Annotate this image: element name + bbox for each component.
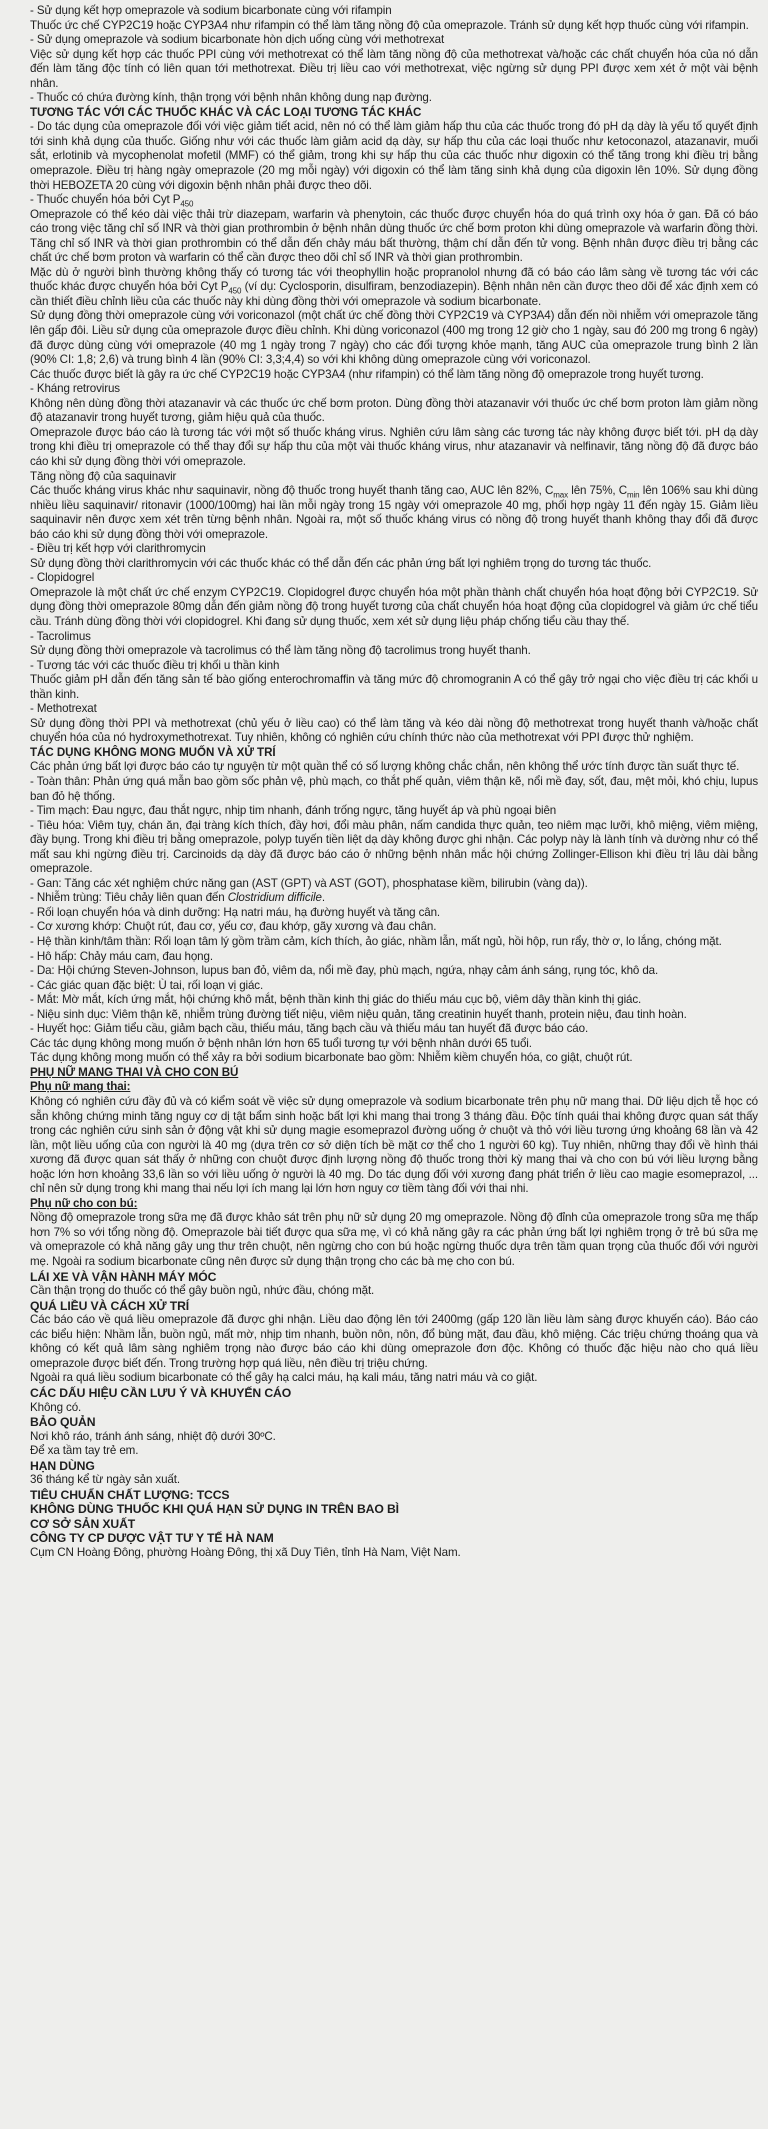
- paragraph: [30, 1430, 758, 1445]
- section-heading: [30, 1270, 758, 1285]
- paragraph: [30, 1546, 758, 1561]
- section-heading: [30, 1488, 758, 1503]
- paragraph: [30, 484, 758, 542]
- paragraph: [30, 368, 758, 383]
- paragraph: [30, 993, 758, 1008]
- text-run: Tăng nồng độ của saquinavir: [30, 469, 177, 483]
- paragraph: [30, 470, 758, 485]
- text-run: Phụ nữ cho con bú:: [30, 1196, 138, 1210]
- text-run: TIÊU CHUẨN CHẤT LƯỢNG: TCCS: [30, 1487, 230, 1502]
- text-run: Cần thận trọng do thuốc có thể gây buồn ngủ, nhức đầu, chóng mặt.: [30, 1284, 375, 1298]
- paragraph: [30, 644, 758, 659]
- paragraph: [30, 120, 758, 193]
- paragraph: [30, 1444, 758, 1459]
- text-run: Để xa tầm tay trẻ em.: [30, 1444, 139, 1458]
- text-run: min: [626, 490, 640, 500]
- text-run: Thuốc giảm pH dẫn đến tăng sản tế bào giống enterochromaffin và tăng mức độ chromogranin A có thể gây trở ngại cho việc điều trị các khối u thần kinh.: [30, 673, 758, 701]
- text-run: TƯƠNG TÁC VỚI CÁC THUỐC KHÁC VÀ CÁC LOẠI TƯƠNG TÁC KHÁC: [30, 105, 422, 119]
- paragraph: [30, 586, 758, 630]
- text-run: - Clopidogrel: [30, 571, 95, 585]
- section-heading: [30, 1080, 758, 1095]
- paragraph: [30, 760, 758, 775]
- paragraph: [30, 950, 758, 965]
- section-heading: [30, 1531, 758, 1546]
- text-run: Omeprazole được báo cáo là tương tác với một số thuốc kháng virus. Nghiên cứu lâm sàng các tương tác này không được biết tới. pH dạ dày trong khi điều trị omeprazole có thể thay đổi sự hấp thu của một vài thuốc kháng virus, như atazanavir và nelfinavir, tăng nồng độ đã được báo cáo khi sử dụng đồng thời với omeprazole.: [30, 425, 758, 468]
- paragraph: [30, 91, 758, 106]
- paragraph: [30, 19, 758, 34]
- text-run: - Toàn thân: Phản ứng quá mẫn bao gồm sốc phản vệ, phù mạch, co thắt phế quản, viêm thận kẽ, nổi mề đay, sốt, đau, mệt mỏi, khó chịu, lupus ban đỏ hệ thống.: [30, 774, 758, 803]
- section-heading: [30, 746, 758, 761]
- text-run: Nồng độ omeprazole trong sữa mẹ đã được khảo sát trên phụ nữ sử dụng 20 mg omeprazole. Nồng độ đỉnh của omeprazole trong sữa mẹ thấp hơn 7% so với tổng nồng độ. Omeprazole bài tiết được qua sữa mẹ, vì có khả năng gây ra các phản ứng bất lợi nghiêm trọng ở trẻ bú sữa mẹ và omeprazole có khả năng gây ung thư trên chuột, nên ngừng cho con bú hoặc ngừng thuốc dựa trên tầm quan trọng của thuốc đối với người mẹ. Ngoài ra sodium bicarbonate cũng nên được sử dụng thận trọng cho các bà mẹ cho con bú.: [30, 1211, 758, 1269]
- text-run: (ví dụ: Cyclosporin, disulfiram, benzodiazepin). Bệnh nhân nên cần được theo dõi để xác định xem có cần thiết điều chỉnh liều của các thuốc này khi dùng đồng thời với omeprazole và sodium bicarbonate.: [30, 280, 758, 308]
- paragraph: [30, 1371, 758, 1386]
- text-run: max: [553, 490, 569, 500]
- text-run: Phụ nữ mang thai:: [30, 1080, 131, 1094]
- text-run: Các phản ứng bất lợi được báo cáo tự nguyện từ một quần thể có số lượng không chắc chắn, nên không thể ước tính được tần suất thực tế.: [30, 760, 740, 774]
- text-run: - Niệu sinh dục: Viêm thận kẽ, nhiễm trùng đường tiết niệu, viêm niệu quản, tăng creatinin huyết thanh, protein niệu, đau tinh hoàn.: [30, 1007, 687, 1021]
- paragraph: [30, 208, 758, 266]
- text-run: lên 75%, C: [568, 484, 627, 498]
- paragraph: [30, 804, 758, 819]
- paragraph: [30, 775, 758, 804]
- text-run: PHỤ NỮ MANG THAI VÀ CHO CON BÚ: [30, 1065, 239, 1079]
- text-run: Các tác dụng không mong muốn ở bệnh nhân lớn hơn 65 tuổi tương tự với bệnh nhân dưới 65 tuổi.: [30, 1036, 532, 1050]
- paragraph: [30, 33, 758, 48]
- paragraph: [30, 979, 758, 994]
- paragraph: [30, 1401, 758, 1416]
- text-run: Không có.: [30, 1400, 82, 1414]
- text-run: 36 tháng kể từ ngày sản xuất.: [30, 1473, 180, 1487]
- paragraph: [30, 309, 758, 367]
- paragraph: [30, 1211, 758, 1269]
- text-run: CÁC DẤU HIỆU CẦN LƯU Ý VÀ KHUYẾN CÁO: [30, 1385, 292, 1400]
- text-run: - Tacrolimus: [30, 629, 91, 643]
- text-run: Không nên dùng đồng thời atazanavir và các thuốc ức chế bơm proton. Dùng đồng thời atazanavir với thuốc ức chế bơm proton làm giảm nồng độ atazanavir trong huyết tương, giảm hiệu quả của thuốc.: [30, 396, 758, 425]
- text-run: Các thuốc kháng virus khác như saquinavir, nồng độ thuốc trong huyết thanh tăng cao, AUC lên 82%, C: [30, 484, 554, 498]
- paragraph: [30, 1473, 758, 1488]
- text-run: - Kháng retrovirus: [30, 382, 120, 396]
- text-run: Mặc dù ở người bình thường không thấy có tương tác với theophyllin hoặc propranolol nhưng đã có báo cáo lâm sàng về tương tác với các thuốc khác được chuyển hóa bởi Cyt P: [30, 265, 758, 294]
- section-heading: [30, 1299, 758, 1314]
- text-run: - Thuốc chuyển hóa bởi Cyt P: [30, 193, 181, 207]
- text-run: Cụm CN Hoàng Đông, phường Hoàng Đông, thị xã Duy Tiên, tỉnh Hà Nam, Việt Nam.: [30, 1545, 461, 1559]
- paragraph: [30, 557, 758, 572]
- paragraph: [30, 1051, 758, 1066]
- text-run: - Sử dụng omeprazole và sodium bicarbonate hòn dịch uống cùng với methotrexat: [30, 33, 445, 47]
- paragraph: [30, 630, 758, 645]
- paragraph: [30, 1022, 758, 1037]
- paragraph: [30, 48, 758, 92]
- text-run: QUÁ LIỀU VÀ CÁCH XỬ TRÍ: [30, 1298, 190, 1313]
- text-run: Ngoài ra quá liều sodium bicarbonate có thể gây hạ calci máu, hạ kali máu, tăng natri máu và co giật.: [30, 1371, 538, 1385]
- paragraph: [30, 382, 758, 397]
- text-run: 450: [180, 199, 194, 209]
- paragraph: [30, 702, 758, 717]
- leaflet-text: [30, 4, 758, 1561]
- text-run: Sử dụng đồng thời omeprazole và tacrolimus có thể làm tăng nồng độ tacrolimus trong huyết thanh.: [30, 644, 531, 658]
- paragraph: [30, 673, 758, 702]
- text-run: Nơi khô ráo, tránh ánh sáng, nhiệt độ dưới 30ºC.: [30, 1429, 276, 1443]
- text-run: Sử dụng đồng thời clarithromycin với các thuốc khác có thể dẫn đến các phản ứng bất lợi nghiêm trọng do tương tác thuốc.: [30, 556, 652, 570]
- text-run: Omeprazole có thể kéo dài việc thải trừ diazepam, warfarin và phenytoin, các thuốc được chuyển hóa do quá trình oxy hóa ở gan. Đã có báo cáo trong việc tăng chỉ số INR và thời gian prothrombin ở bệnh nhân dùng thuốc ức chế bơm proton khi dùng omeprazole và warfarin đồng thời. Tăng chỉ số INR và thời gian prothrombin có thể dẫn đến chảy máu bất thường, thậm chí dẫn đến tử vong. Bệnh nhân được điều trị bằng các chất ức chế bơm proton và warfarin có thể cần được theo dõi chỉ số INR và thời gian prothrombin.: [30, 207, 758, 265]
- text-run: - Nhiễm trùng: Tiêu chảy liên quan đến: [30, 891, 228, 905]
- text-run: BẢO QUẢN: [30, 1415, 96, 1430]
- paragraph: [30, 717, 758, 746]
- paragraph: [30, 920, 758, 935]
- text-run: - Tiêu hóa: Viêm tụy, chán ăn, đại tràng kích thích, đầy hơi, đổi màu phân, nấm candida thực quản, teo niêm mạc lưỡi, khô miệng, viêm miệng, đầy bụng. Trong khi điều trị bằng omeprazole, polyp tuyến tiền liệt dạ dày không được ghi nhận. Các polyp này là lành tính và dường như có thể mất sau khi ngừng điều trị. Carcinoids dạ dày đã được báo cáo ở những bệnh nhân mắc hội chứng Zollinger-Ellison khi điều trị lâu dài bằng omeprazole.: [30, 818, 758, 876]
- text-run: 450: [228, 286, 242, 296]
- text-run: - Tim mạch: Đau ngực, đau thắt ngực, nhịp tim nhanh, đánh trống ngực, tăng huyết áp và phù ngoại biên: [30, 804, 557, 818]
- paragraph: [30, 819, 758, 877]
- text-run: CƠ SỞ SẢN XUẤT: [30, 1516, 136, 1531]
- text-run: KHÔNG DÙNG THUỐC KHI QUÁ HẠN SỬ DỤNG IN TRÊN BAO BÌ: [30, 1502, 399, 1517]
- section-heading: [30, 1459, 758, 1474]
- section-heading: [30, 1386, 758, 1401]
- paragraph: [30, 193, 758, 208]
- paragraph: [30, 1008, 758, 1023]
- text-run: - Hệ thần kinh/tâm thần: Rối loạn tâm lý gồm trầm cảm, kích thích, ảo giác, nhầm lẫn, mất ngủ, hồi hộp, run rẩy, thờ ơ, lo lắng, chóng mặt.: [30, 935, 722, 948]
- paragraph: [30, 1313, 758, 1371]
- text-run: - Da: Hội chứng Steven-Johnson, lupus ban đỏ, viêm da, nổi mề đay, phù mạch, ngứa, nhạy cảm ánh sáng, rụng tóc, khô da.: [30, 964, 659, 978]
- text-run: - Các giác quan đặc biệt: Ù tai, rối loạn vị giác.: [30, 978, 264, 992]
- text-run: LÁI XE VÀ VẬN HÀNH MÁY MÓC: [30, 1269, 217, 1284]
- section-heading: [30, 1517, 758, 1532]
- text-run: - Methotrexat: [30, 702, 97, 716]
- text-run: .: [321, 891, 325, 905]
- paragraph: [30, 906, 758, 921]
- paragraph: [30, 426, 758, 470]
- text-run: Sử dụng đồng thời PPI và methotrexat (chủ yếu ở liều cao) có thể làm tăng và kéo dài nồng độ methotrexat trong huyết thanh và/hoặc chất chuyển hóa của nó hydroxymethotrexat. Tuy nhiên, không có nghiên cứu chính thức nào của methotrexat với PPI được thử nghiệm.: [30, 716, 758, 745]
- text-run: - Sử dụng kết hợp omeprazole và sodium bicarbonate cùng với rifampin: [30, 4, 392, 17]
- paragraph: [30, 877, 758, 892]
- paragraph: [30, 266, 758, 310]
- text-run: Sử dụng đồng thời omeprazole cùng với voriconazol (một chất ức chế đồng thời CYP2C19 và CYP3A4) dẫn đến nồi nhiễm với omeprazole tăng lên gấp đôi. Liều sử dụng của omeprazole được điều chỉnh. Khi dùng voriconazol (400 mg trong 12 giờ cho 1 ngày, sau đó 200 mg trong 6 ngày) đã được dùng cùng với omeprazole (40 mg 1 ngày trong 7 ngày) cho các đối tượng khỏe mạnh, tăng AUC của omeprazole trung bình 2 lần (90% CI: 1,8; 2,6) và trung bình 4 lần (90% CI: 3,3;4,4) so với khi không dùng omeprazole cùng với voriconazol.: [30, 309, 758, 367]
- section-heading: [30, 106, 758, 121]
- text-run: Thuốc ức chế CYP2C19 hoặc CYP3A4 như rifampin có thể làm tăng nồng độ của omeprazole. Tránh sử dụng kết hợp thuốc cùng với rifampin.: [30, 18, 749, 32]
- text-run: Tác dụng không mong muốn có thể xảy ra bởi sodium bicarbonate bao gồm: Nhiễm kiềm chuyển hóa, co giật, chuột rút.: [30, 1051, 633, 1065]
- text-run: - Huyết học: Giảm tiểu cầu, giảm bạch cầu, thiếu máu, tăng bạch cầu và thiếu máu tan huyết đã được báo cáo.: [30, 1022, 589, 1036]
- paragraph: [30, 397, 758, 426]
- text-run: Không có nghiên cứu đầy đủ và có kiểm soát về việc sử dụng omeprazole và sodium bicarbonate trên phụ nữ mang thai. Dữ liệu dịch tễ học có sẵn không chứng minh tăng nguy cơ dị tật bẩm sinh hoặc bất lợi khi mang thai trong 3 tháng đầu. Độc tính quái thai không được quan sát thấy trong các nghiên cứu sinh sản ở động vật khi sử dụng magie esomeprazol đường uống ở chuột và thỏ với liều tương ứng khoảng 68 lần và 42 lần, một liều uống của con người là 40 mg (dựa trên cơ sở diện tích bề mặt cơ thể cho 1 người 60 kg). Tuy nhiên, những thay đổi về hình thái xương đã được quan sát thấy ở những con chuột được định lượng nồng độ thuốc trong thời kỳ mang thai và cho con bú với liều lượng bằng hoặc lớn hơn khoảng 33,6 lần so với liều uống ở người là 40 mg. Do tác dụng đối với xương đang phát triển ở liều cao magie esomeprazol, ... chỉ nên sử dụng trong khi mang thai nếu lợi ích mang lại lớn hơn nguy cơ tiềm tàng đối với thai nhi.: [30, 1095, 758, 1196]
- paragraph: [30, 4, 758, 19]
- section-heading: [30, 1066, 758, 1081]
- section-heading: [30, 1502, 758, 1517]
- paragraph: [30, 1095, 758, 1197]
- paragraph: [30, 935, 758, 950]
- text-run: - Mắt: Mờ mắt, kích ứng mắt, hội chứng khô mắt, bệnh thần kinh thị giác do thiếu máu cục bộ, viêm dây thần kinh thị giác.: [30, 993, 642, 1007]
- text-run: - Tương tác với các thuốc điều trị khối u thần kinh: [30, 658, 280, 672]
- text-run: Omeprazole là một chất ức chế enzym CYP2C19. Clopidogrel được chuyển hóa một phần thành chất chuyển hóa hoạt động bởi CYP2C19. Sử dụng đồng thời omeprazole 80mg dẫn đến giảm nồng độ trong huyết tương của chất chuyển hóa hoạt động của clopidogrel và giảm ức chế tiểu cầu. Tránh dùng đồng thời với clopidogrel. Khi đang sử dụng thuốc, xem xét sử dụng liệu pháp chống tiểu cầu thay thế.: [30, 585, 758, 628]
- section-heading: [30, 1197, 758, 1212]
- text-run: Việc sử dụng kết hợp các thuốc PPI cùng với methotrexat có thể làm tăng nồng độ của methotrexat và/hoặc các chất chuyển hóa của nó dẫn đến làm tăng độc tính có liên quan tới methotrexat. Điều trị liều cao với methotrexat, việc ngừng sử dụng PPI được xem xét ở một vài bệnh nhân.: [30, 47, 758, 90]
- text-run: - Gan: Tăng các xét nghiệm chức năng gan (AST (GPT) và AST (GOT), phosphatase kiềm, bilirubin (vàng da)).: [30, 876, 588, 890]
- text-run: - Cơ xương khớp: Chuột rút, đau cơ, yếu cơ, đau khớp, gãy xương và đau chân.: [30, 920, 437, 934]
- text-run: - Rối loạn chuyển hóa và dinh dưỡng: Hạ natri máu, hạ đường huyết và tăng cân.: [30, 905, 441, 919]
- text-run: Clostridium difficile: [227, 891, 322, 905]
- text-run: Các thuốc được biết là gây ra ức chế CYP2C19 hoặc CYP3A4 (như rifampin) có thể làm tăng nồng độ omeprazole trong huyết tương.: [30, 367, 704, 381]
- paragraph: [30, 659, 758, 674]
- text-run: TÁC DỤNG KHÔNG MONG MUỐN VÀ XỬ TRÍ: [30, 745, 276, 759]
- section-heading: [30, 1415, 758, 1430]
- text-run: - Điều trị kết hợp với clarithromycin: [30, 542, 206, 556]
- text-run: lên 106% sau khi dùng nhiều liều saquinavir/ ritonavir (1000/100mg) hai lần mỗi ngày trong 15 ngày với omeprazole 40 mg, phối hợp ngày 11 đến ngày 15. Giảm liều saquinavir nên được xem xét trên từng bệnh nhân. Ngoài ra, một số thuốc kháng virus có nồng độ trong huyết thanh không thay đổi đã được báo cáo khi sử dụng đồng thời với omeprazole.: [30, 484, 758, 541]
- paragraph: [30, 542, 758, 557]
- text-run: - Do tác dụng của omeprazole đối với việc giảm tiết acid, nên nó có thể làm giảm hấp thu của các thuốc trong đó pH dạ dày là yếu tố quyết định tới sinh khả dụng của thuốc. Giống như với các thuốc làm giảm acid dạ dày, sự hấp thu của các loại thuốc như ketoconazol, atazanavir, muối sắt, erlotinib và mycophenolat mofetil (MMF) có thể giảm, trong khi sự hấp thu của các thuốc như digoxin có thể tăng trong khi điều trị bằng omeprazole. Điều trị hàng ngày omeprazole (20 mg mỗi ngày) với digoxin có thể làm tăng sinh khả dụng của digoxin lên 10%. Sử dụng đồng thời HEBOZETA 20 cùng với digoxin bệnh nhân phải được theo dõi.: [30, 120, 758, 192]
- text-run: - Hô hấp: Chảy máu cam, đau họng.: [30, 949, 213, 963]
- text-run: - Thuốc có chứa đường kính, thận trọng với bệnh nhân không dung nạp đường.: [30, 91, 432, 105]
- text-run: CÔNG TY CP DƯỢC VẬT TƯ Y TẾ HÀ NAM: [30, 1531, 274, 1546]
- paragraph: [30, 891, 758, 906]
- paragraph: [30, 1284, 758, 1299]
- paragraph: [30, 1037, 758, 1052]
- paragraph: [30, 964, 758, 979]
- text-run: HẠN DÙNG: [30, 1458, 95, 1473]
- paragraph: [30, 571, 758, 586]
- text-run: Các báo cáo về quá liều omeprazole đã được ghi nhận. Liều dao động lên tới 2400mg (gấp 120 lần liều làm sàng được khuyến cáo). Báo cáo các biểu hiện: Nhầm lẫn, buồn ngủ, mất mờ, nhịp tim nhanh, buồn nôn, nôn, đổ bùng mặt, đau đầu, khô miệng. Các triệu chứng thoáng qua và không có kết quả lâm sàng nghiêm trọng nào được báo cáo khi dùng omeprazole đơn độc. Không có thuốc đặc hiệu nào cho quá liều omeprazole được biết đến. Trong trường hợp quá liều, nên điều trị triệu chứng.: [30, 1313, 758, 1370]
